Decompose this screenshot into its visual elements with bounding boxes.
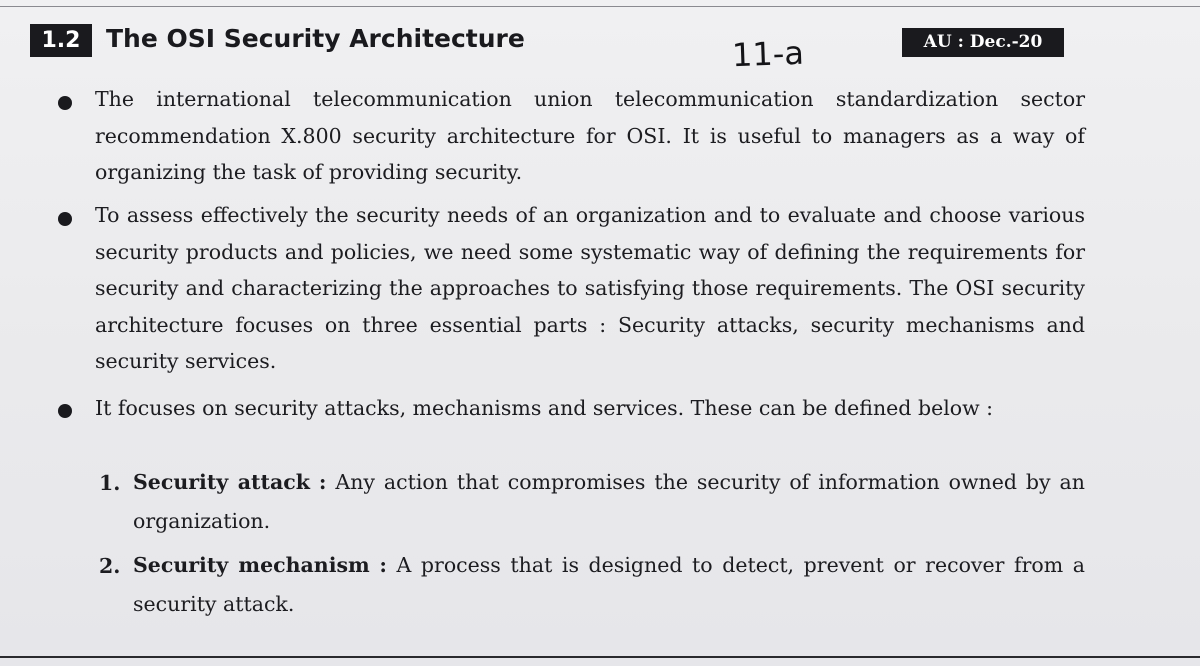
section-title: The OSI Security Architecture — [106, 24, 525, 53]
top-divider — [0, 6, 1200, 7]
item-separator: : — [318, 470, 327, 494]
item-separator: : — [379, 553, 387, 577]
list-item-number: 1. — [99, 471, 121, 495]
item-definition: A process that is designed to detect, prevent or recover from a security attack. — [133, 553, 1085, 616]
list-item-number: 2. — [99, 554, 121, 578]
bullet-icon — [58, 96, 72, 110]
item-term: Security mechanism — [133, 553, 370, 577]
section-number-badge: 1.2 — [30, 24, 92, 57]
bottom-divider — [0, 656, 1200, 658]
item-term: Security attack — [133, 470, 310, 494]
exam-badge: AU : Dec.-20 — [902, 28, 1064, 57]
bullet-paragraph-2: To assess effectively the security needs of an organization and to evaluate and choose various security products and policies, we need some systematic way of defining the requirements for security and characterizing the approaches to satisfying those requirements. The OSI security architecture focuses on three essential parts : Security attacks, security mechanisms and security services. — [95, 203, 1085, 373]
bullet-icon — [58, 212, 72, 226]
list-item — [133, 463, 1085, 541]
bullet-paragraph-3: It focuses on security attacks, mechanisms and services. These can be defined below : — [95, 396, 994, 420]
handwritten-note: 11-a — [731, 33, 805, 75]
item-definition: Any action that compromises the security of information owned by an organization. — [133, 470, 1085, 533]
bullet-icon — [58, 404, 72, 418]
bullet-paragraph-1: The international telecommunication union telecommunication standardization sector recommendation X.800 security architecture for OSI. It is useful to managers as a way of organizing the task of providing security. — [95, 87, 1085, 184]
list-item — [133, 546, 1085, 624]
